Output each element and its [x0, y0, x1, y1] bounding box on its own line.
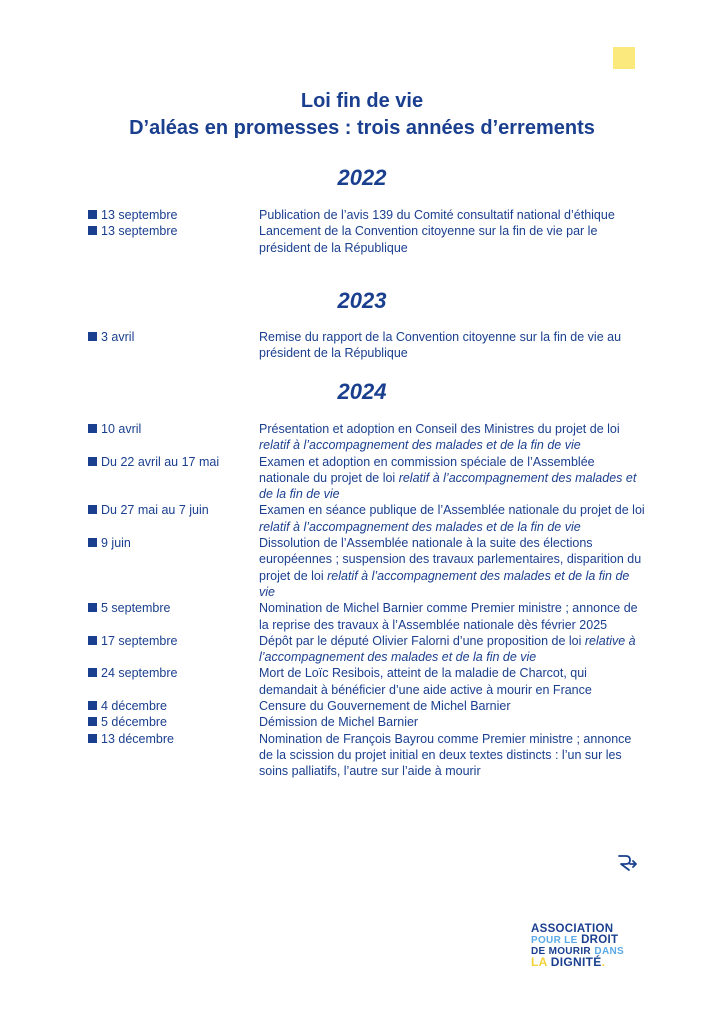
timeline-event — [88, 665, 648, 698]
logo-text: LA — [531, 955, 548, 969]
event-date-text: 3 avril — [101, 330, 135, 344]
event-date-text: 5 septembre — [101, 601, 171, 616]
event-date-text: 13 septembre — [101, 208, 178, 222]
event-description-italic: relatif à l’accompagnement des malades et de la fin de vie — [259, 470, 637, 502]
square-bullet-icon — [88, 717, 97, 726]
page-title — [0, 88, 724, 142]
timeline-event — [88, 502, 648, 535]
event-date — [88, 454, 219, 470]
events-list-2024 — [88, 421, 648, 780]
event-date — [88, 600, 170, 616]
square-bullet-icon — [88, 505, 97, 514]
event-date-text: 10 avril — [101, 422, 142, 436]
square-bullet-icon — [88, 210, 97, 219]
square-bullet-icon — [88, 332, 97, 341]
timeline-event — [88, 714, 648, 730]
title-line-1: Loi fin de vie — [300, 90, 424, 112]
event-description-text: Mort de Loïc Resibois, atteint de la maladie de Charcot, qui demandait à bénéficier d’une aide active à mourir en France — [259, 666, 592, 697]
event-date-text: 17 septembre — [101, 633, 178, 648]
event-date-text: 24 septembre — [101, 666, 178, 681]
event-description — [259, 535, 648, 600]
event-description-text: Nomination de Michel Barnier comme Premier ministre ; annonce de la reprise des travaux à l’Assemblée nationale dès février 2025 — [259, 601, 638, 632]
logo-line-4 — [531, 957, 641, 968]
event-date — [88, 633, 177, 649]
event-description — [259, 665, 648, 698]
event-date-text: 13 décembre — [101, 731, 174, 746]
event-description — [259, 714, 648, 730]
square-bullet-icon — [88, 457, 97, 466]
association-logo — [531, 924, 641, 968]
logo-text: DANS — [594, 946, 624, 957]
event-date — [88, 421, 141, 437]
event-date — [88, 207, 177, 223]
event-date-text: Du 27 mai au 7 juin — [101, 503, 209, 518]
event-description — [259, 600, 648, 633]
event-description — [259, 329, 648, 362]
timeline-event — [88, 329, 648, 362]
events-list-2023 — [88, 329, 648, 362]
logo-dot: . — [601, 955, 606, 969]
event-description-italic: relatif à l’accompagnement des malades et de la fin de vie — [259, 519, 581, 534]
event-date — [88, 502, 209, 518]
event-description — [259, 454, 648, 503]
event-description-text: Dépôt par le député Olivier Falorni d’une proposition de loi — [259, 633, 585, 648]
timeline-event — [88, 454, 648, 503]
event-date — [88, 535, 131, 551]
square-bullet-icon — [88, 636, 97, 645]
logo-text: DROIT — [581, 934, 619, 946]
event-date — [88, 731, 174, 747]
year-heading-2024: 2024 — [337, 379, 387, 404]
event-date — [88, 223, 177, 239]
logo-text: POUR LE — [531, 935, 578, 946]
event-description-text: Publication de l’avis 139 du Comité consultatif national d’éthique — [259, 208, 615, 222]
timeline-event — [88, 207, 648, 223]
event-description-text: Dissolution de l’Assemblée nationale à la suite des élections européennes ; suspension des travaux parlementaires, disparition du projet de loi — [259, 536, 642, 583]
event-description-text: Nomination de François Bayrou comme Premier ministre ; annonce de la scission du projet initial en deux textes distincts : l’un sur les soins palliatifs, l’autre sur l’aide à mourir — [259, 731, 632, 779]
event-date — [88, 665, 177, 681]
timeline-event — [88, 633, 648, 666]
logo-line-2 — [531, 935, 641, 946]
timeline-event — [88, 223, 648, 256]
square-bullet-icon — [88, 701, 97, 710]
timeline-event — [88, 421, 648, 454]
square-bullet-icon — [88, 424, 97, 433]
timeline-event — [88, 698, 648, 714]
event-description-text: Examen en séance publique de l’Assemblée nationale du projet de loi — [259, 503, 645, 518]
event-description — [259, 421, 648, 454]
event-date-text: 9 juin — [101, 536, 131, 551]
title-line-2: D’aléas en promesses : trois années d’errements — [129, 117, 595, 139]
logo-line-1: ASSOCIATION — [531, 923, 614, 935]
event-description-text: Lancement de la Convention citoyenne sur la fin de vie par le président de la République — [259, 224, 598, 255]
square-bullet-icon — [88, 226, 97, 235]
event-date — [88, 329, 134, 345]
event-description — [259, 223, 648, 256]
event-date-text: 4 décembre — [101, 699, 168, 714]
square-bullet-icon — [88, 734, 97, 743]
year-heading-2023: 2023 — [337, 288, 387, 313]
logo-text: DIGNITÉ — [550, 955, 602, 969]
event-date — [88, 698, 167, 714]
event-description-text: Présentation et adoption en Conseil des Ministres du projet de loi — [259, 422, 620, 436]
timeline-event — [88, 731, 648, 780]
event-description-text: Censure du Gouvernement de Michel Barnier — [259, 699, 511, 714]
event-description-italic: relative à l’accompagnement des malades et de la fin de vie — [259, 633, 636, 665]
event-description — [259, 633, 648, 666]
timeline-event — [88, 600, 648, 633]
event-description-text: Remise du rapport de la Convention citoyenne sur la fin de vie au président de la République — [259, 330, 622, 361]
events-list-2022 — [88, 207, 648, 256]
year-heading-2022: 2022 — [337, 165, 387, 190]
square-bullet-icon — [88, 668, 97, 677]
page-turn-arrow-icon[interactable] — [617, 853, 639, 873]
square-bullet-icon — [88, 538, 97, 547]
timeline-event — [88, 535, 648, 600]
event-description-text: Démission de Michel Barnier — [259, 715, 419, 730]
event-description — [259, 731, 648, 780]
event-description-text: Examen et adoption en commission spéciale de l’Assemblée nationale du projet de loi — [259, 454, 595, 485]
event-description — [259, 698, 648, 714]
event-description-italic: relatif à l’accompagnement des malades et de la fin de vie — [259, 568, 630, 599]
event-date-text: 13 septembre — [101, 224, 178, 239]
event-date-text: Du 22 avril au 17 mai — [101, 454, 220, 469]
event-description-italic: relatif à l’accompagnement des malades et de la fin de vie — [259, 438, 581, 453]
yellow-square-icon — [613, 47, 635, 69]
event-description — [259, 207, 648, 223]
event-date-text: 5 décembre — [101, 715, 168, 730]
event-description — [259, 502, 648, 535]
event-date — [88, 714, 167, 730]
logo-text: DE MOURIR — [531, 946, 591, 957]
square-bullet-icon — [88, 603, 97, 612]
